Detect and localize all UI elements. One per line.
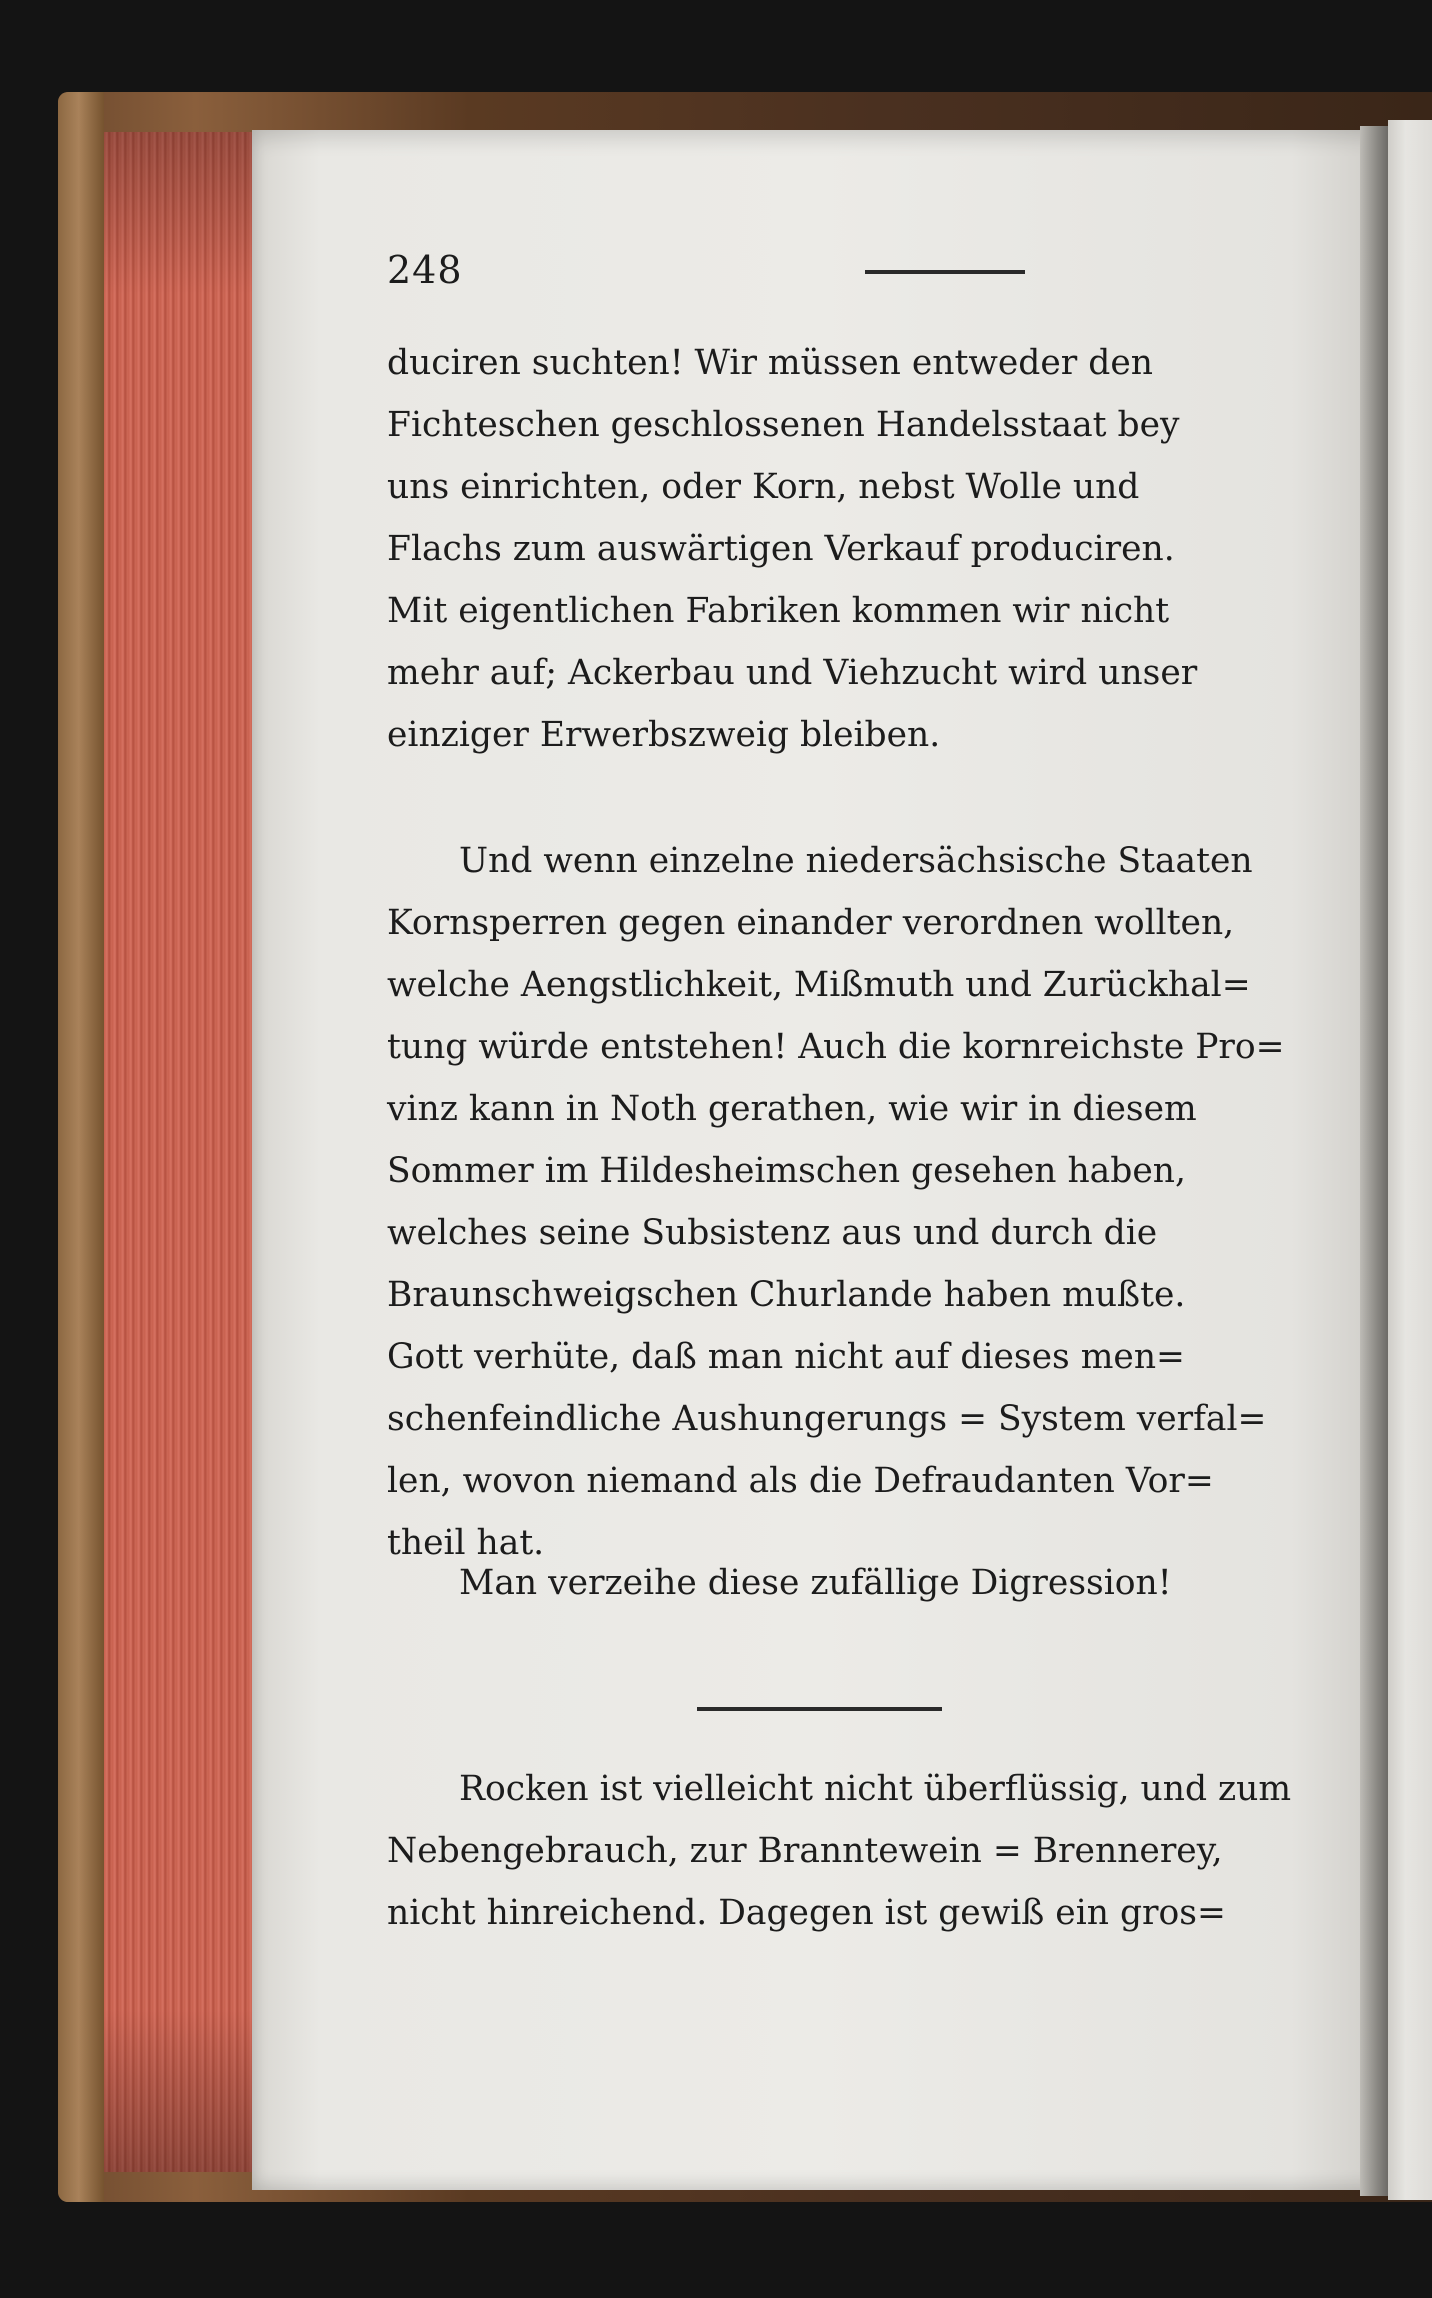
- paragraph-2: [387, 830, 1432, 1574]
- text-line: mehr auf; Ackerbau und Viehzucht wird unser: [387, 653, 1198, 693]
- paragraph-3: [387, 1552, 1432, 1614]
- text-line: Man verzeihe diese zufällige Digression!: [459, 1563, 1172, 1603]
- paragraph-4: [387, 1758, 1432, 1944]
- text-line: nicht hinreichend. Dagegen ist gewiß ein gros=: [387, 1893, 1226, 1933]
- text-line: Braunschweigschen Churlande haben mußte.: [387, 1275, 1186, 1315]
- text-line: vinz kann in Noth gerathen, wie wir in diesem: [387, 1089, 1197, 1129]
- text-line: tung würde entstehen! Auch die kornreichste Pro=: [387, 1027, 1285, 1067]
- paragraph-1: [387, 332, 1432, 766]
- text-line: Und wenn einzelne niedersächsische Staaten: [459, 841, 1253, 881]
- text-line: Mit eigentlichen Fabriken kommen wir nicht: [387, 591, 1170, 631]
- running-header: [387, 248, 1287, 308]
- text-line: Kornsperren gegen einander verordnen wollten,: [387, 903, 1235, 943]
- text-line: einziger Erwerbszweig bleiben.: [387, 715, 941, 755]
- text-line: Rocken ist vielleicht nicht überflüssig, und zum: [459, 1769, 1292, 1809]
- text-line: schenfeindliche Aushungerungs = System verfal=: [387, 1399, 1267, 1439]
- section-divider: [697, 1707, 942, 1711]
- text-line: Flachs zum auswärtigen Verkauf produciren.: [387, 529, 1175, 569]
- text-line: duciren suchten! Wir müssen entweder den: [387, 343, 1153, 383]
- text-line: Fichteschen geschlossenen Handelsstaat bey: [387, 405, 1180, 445]
- page-edges-shadow: [104, 132, 252, 2172]
- text-line: welches seine Subsistenz aus und durch die: [387, 1213, 1158, 1253]
- text-line: theil hat.: [387, 1523, 545, 1563]
- text-line: welche Aengstlichkeit, Mißmuth und Zurückhal=: [387, 965, 1251, 1005]
- page-content: [252, 130, 1382, 2190]
- header-rule: [865, 270, 1025, 274]
- page-number: 248: [387, 248, 463, 292]
- text-line: uns einrichten, oder Korn, nebst Wolle und: [387, 467, 1140, 507]
- text-line: Gott verhüte, daß man nicht auf dieses men=: [387, 1337, 1185, 1377]
- text-line: Sommer im Hildesheimschen gesehen haben,: [387, 1151, 1186, 1191]
- book-cover-edge: [58, 92, 104, 2202]
- text-line: len, wovon niemand als die Defraudanten Vor=: [387, 1461, 1214, 1501]
- text-line: Nebengebrauch, zur Branntewein = Brennerey,: [387, 1831, 1223, 1871]
